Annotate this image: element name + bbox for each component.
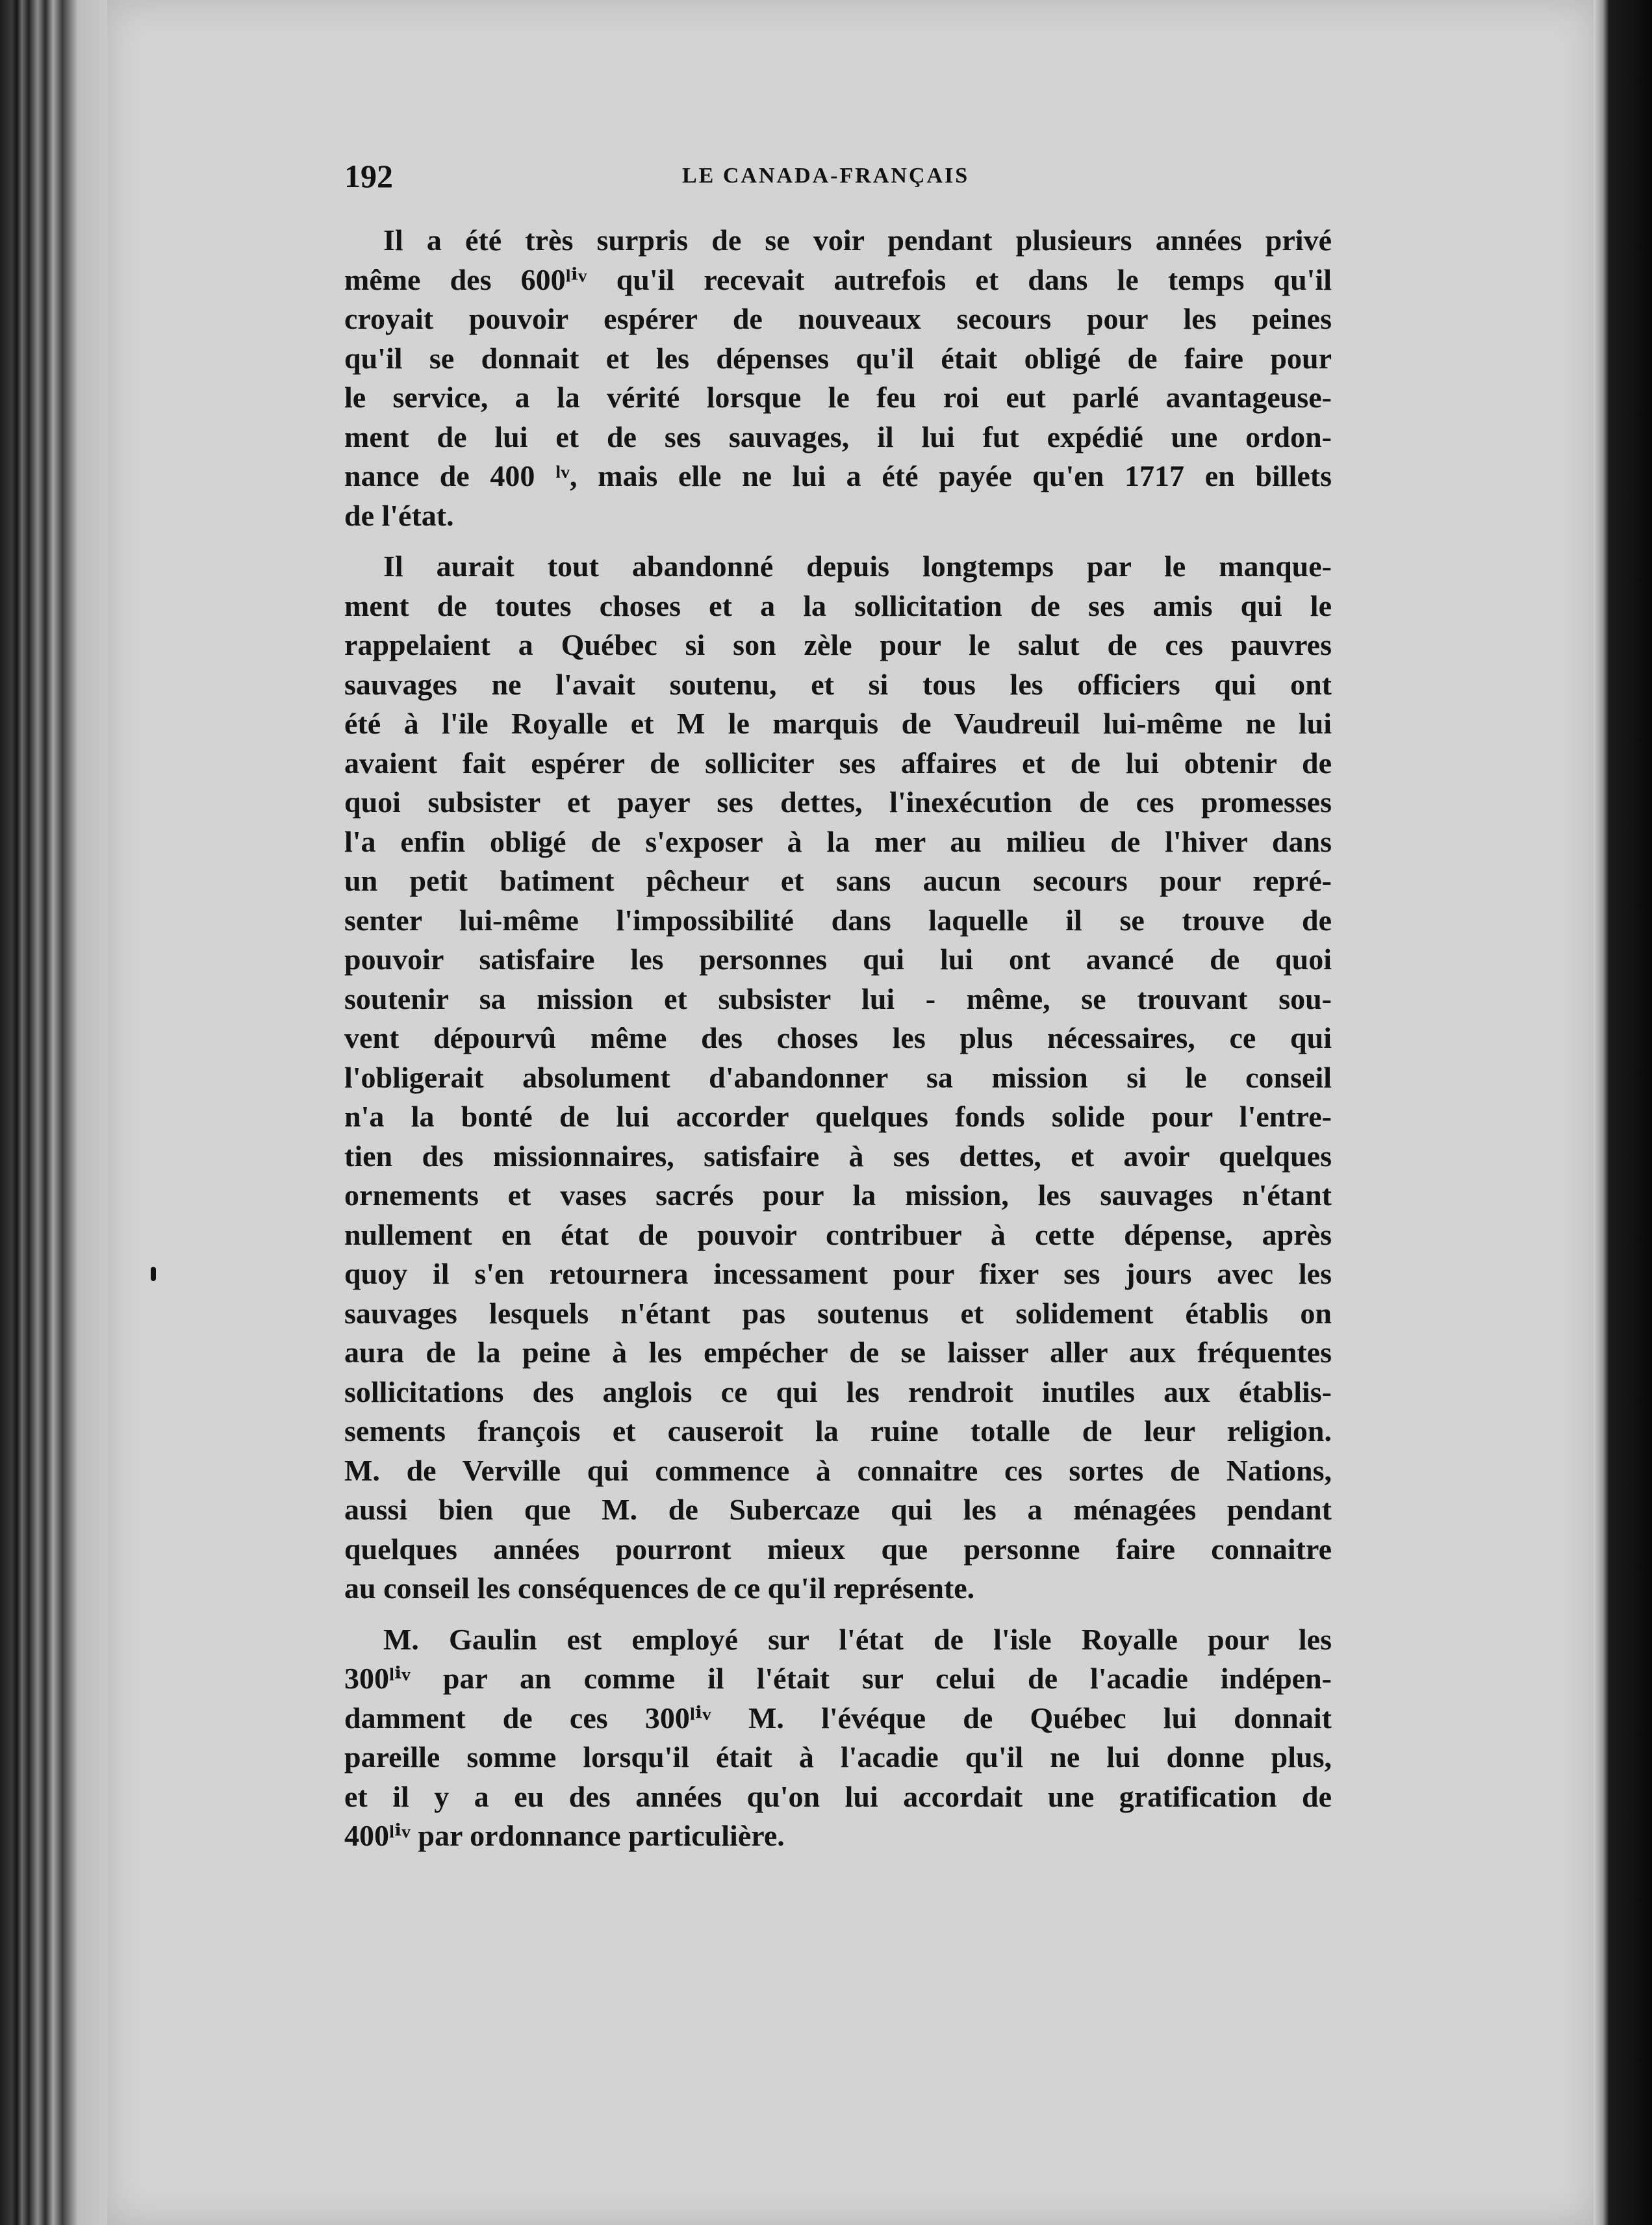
text-line: soutenir sa mission et subsister lui - même, se trouvant sou- bbox=[344, 982, 1332, 1015]
text-line: Il aurait tout abandonné depuis longtemps par le manque- bbox=[383, 550, 1332, 583]
text-line: rappelaient a Québec si son zèle pour le salut de ces pauvres bbox=[344, 628, 1332, 661]
page-number: 192 bbox=[344, 158, 393, 194]
text-line: tien des missionnaires, satisfaire à ses dettes, et avoir quelques bbox=[344, 1139, 1332, 1173]
text-line: quelques années pourront mieux que personne faire connaitre bbox=[344, 1532, 1332, 1566]
text-line: le service, a la vérité lorsque le feu roi eut parlé avantageuse- bbox=[344, 381, 1332, 414]
text-line: avaient fait espérer de solliciter ses affaires et de lui obtenir de bbox=[344, 746, 1332, 780]
text-line: ornements et vases sacrés pour la mission, les sauvages n'étant bbox=[344, 1178, 1332, 1212]
text-line: sauvages lesquels n'étant pas soutenus et solidement établis on bbox=[344, 1296, 1332, 1330]
text-line: aussi bien que M. de Subercaze qui les a ménagées pendant bbox=[344, 1493, 1332, 1526]
text-line: 400ˡⁱᵛ par ordonnance particulière. bbox=[344, 1819, 785, 1852]
text-line: vent dépourvû même des choses les plus nécessaires, ce qui bbox=[344, 1021, 1332, 1054]
body-text bbox=[344, 221, 1332, 1856]
text-line: damment de ces 300ˡⁱᵛ M. l'évéque de Québec lui donnait bbox=[344, 1701, 1332, 1735]
text-line: M. Gaulin est employé sur l'état de l'isle Royalle pour les bbox=[383, 1622, 1332, 1656]
paragraph-1 bbox=[344, 221, 1332, 535]
running-head: LE CANADA-FRANÇAIS bbox=[682, 164, 970, 188]
text-line: l'a enfin obligé de s'exposer à la mer au milieu de l'hiver dans bbox=[344, 824, 1332, 858]
paragraph-3 bbox=[344, 1620, 1332, 1856]
text-line: croyait pouvoir espérer de nouveaux secours pour les peines bbox=[344, 302, 1332, 335]
ink-speck bbox=[151, 1267, 156, 1281]
text-line: nance de 400 ˡᵛ, mais elle ne lui a été payée qu'en 1717 en billets bbox=[344, 459, 1332, 492]
text-line: sements françois et causeroit la ruine totalle de leur religion. bbox=[344, 1414, 1332, 1447]
text-line: pareille somme lorsqu'il était à l'acadie qu'il ne lui donne plus, bbox=[344, 1740, 1332, 1774]
text-line: aura de la peine à les empécher de se laisser aller aux fréquentes bbox=[344, 1336, 1332, 1369]
text-line: sollicitations des anglois ce qui les rendroit inutiles aux établis- bbox=[344, 1375, 1332, 1408]
text-line: l'obligerait absolument d'abandonner sa mission si le conseil bbox=[344, 1060, 1332, 1094]
text-line: même des 600ˡⁱᵛ qu'il recevait autrefois et dans le temps qu'il bbox=[344, 262, 1332, 296]
text-line: 300ˡⁱᵛ par an comme il l'était sur celui de l'acadie indépen- bbox=[344, 1662, 1332, 1695]
text-line: pouvoir satisfaire les personnes qui lui ont avancé de quoi bbox=[344, 943, 1332, 976]
page-header bbox=[344, 157, 1358, 209]
text-line: nullement en état de pouvoir contribuer à cette dépense, après bbox=[344, 1217, 1332, 1251]
text-line: sauvages ne l'avait soutenu, et si tous les officiers qui ont bbox=[344, 667, 1332, 701]
text-line: n'a la bonté de lui accorder quelques fonds solide pour l'entre- bbox=[344, 1100, 1332, 1133]
text-line: un petit batiment pêcheur et sans aucun secours pour repré- bbox=[344, 864, 1332, 897]
text-line: été à l'ile Royalle et M le marquis de Vaudreuil lui-même ne lui bbox=[344, 707, 1332, 740]
text-line: au conseil les conséquences de ce qu'il représente. bbox=[344, 1571, 975, 1605]
text-line: et il y a eu des années qu'on lui accordait une gratification de bbox=[344, 1779, 1332, 1813]
text-line: qu'il se donnait et les dépenses qu'il était obligé de faire pour bbox=[344, 341, 1332, 375]
text-line: ment de lui et de ses sauvages, il lui fut expédié une ordon- bbox=[344, 420, 1332, 453]
paragraph-2 bbox=[344, 547, 1332, 1608]
book-spine-edge bbox=[1594, 0, 1652, 2225]
text-line: ment de toutes choses et a la sollicitation de ses amis qui le bbox=[344, 589, 1332, 622]
text-line: quoy il s'en retournera incessament pour fixer ses jours avec les bbox=[344, 1257, 1332, 1290]
text-line: Il a été très surpris de se voir pendant plusieurs années privé bbox=[383, 223, 1332, 257]
text-line: senter lui-même l'impossibilité dans laquelle il se trouve de bbox=[344, 903, 1332, 937]
text-line: quoi subsister et payer ses dettes, l'inexécution de ces promesses bbox=[344, 785, 1332, 819]
text-line: M. de Verville qui commence à connaitre ces sortes de Nations, bbox=[344, 1453, 1332, 1487]
text-line: de l'état. bbox=[344, 498, 454, 532]
